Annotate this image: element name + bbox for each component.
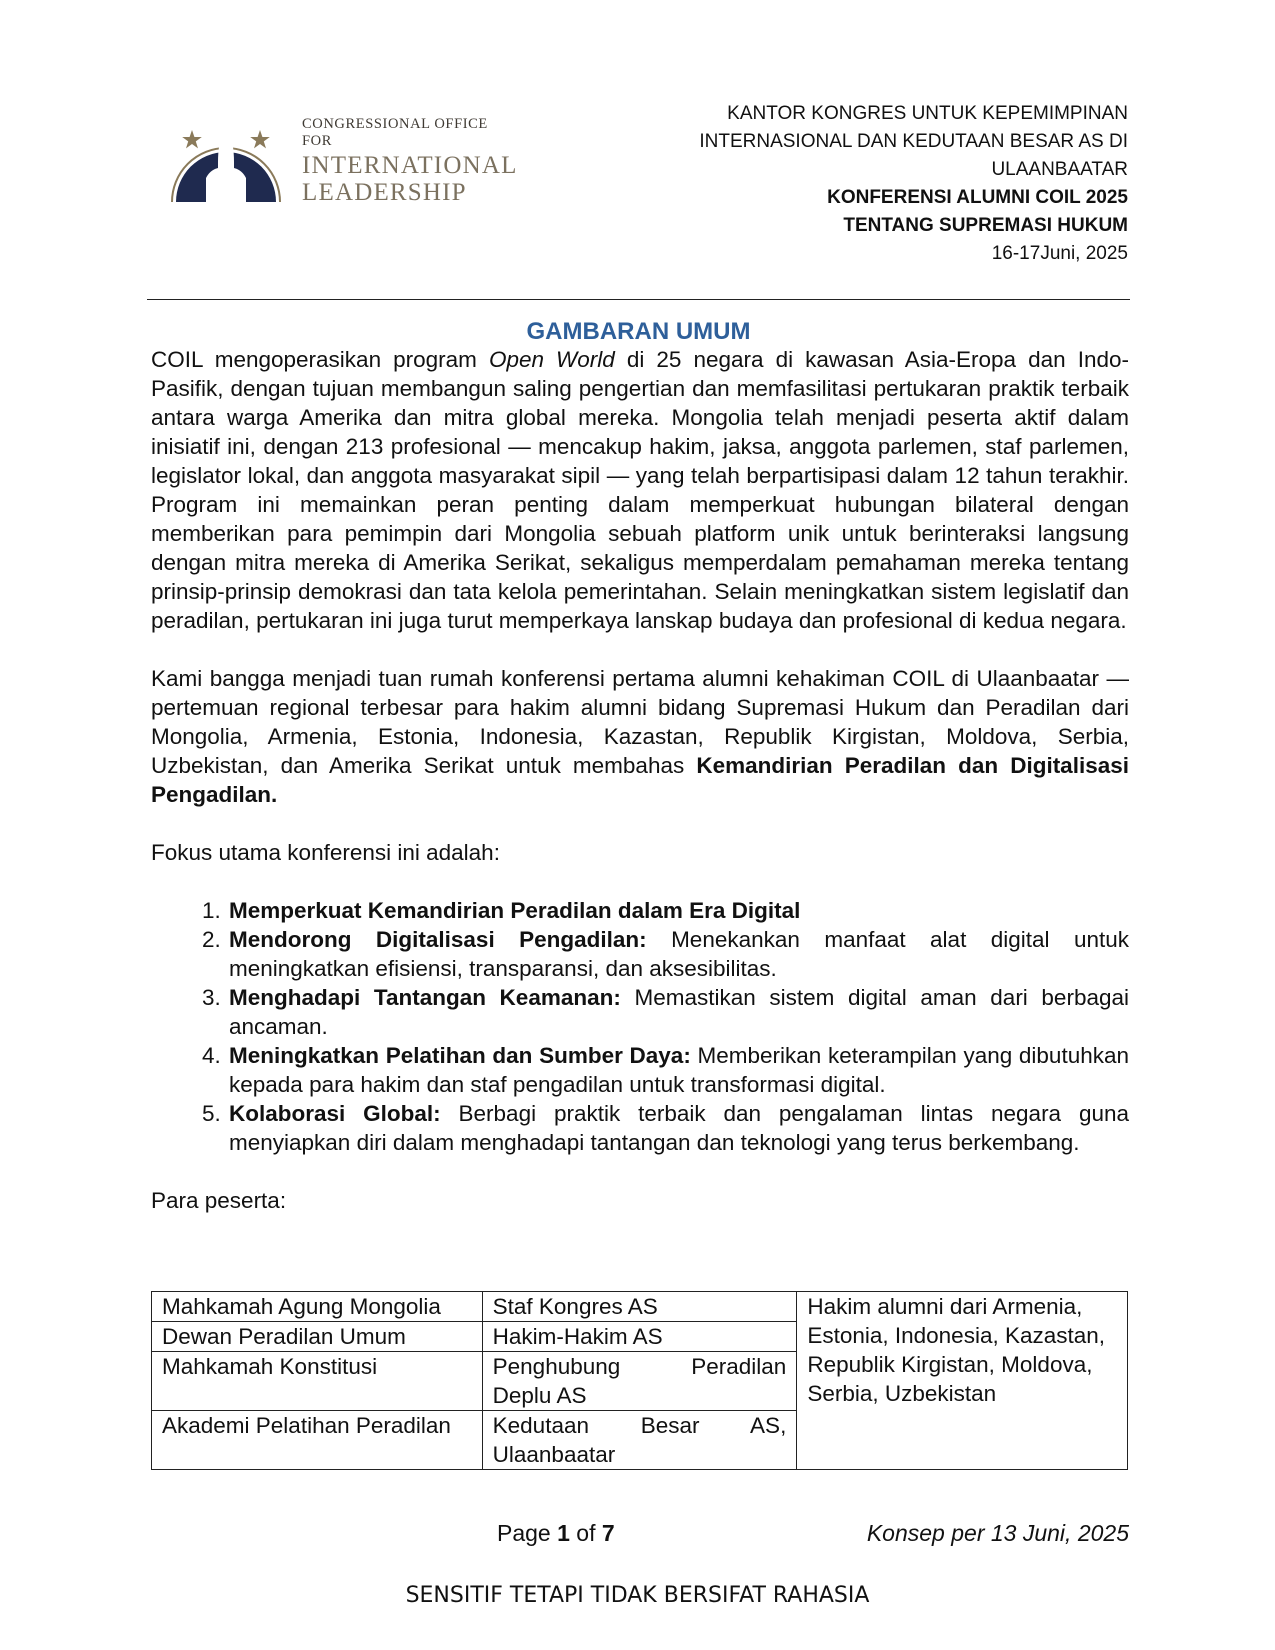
page-current: 1 (557, 1520, 570, 1546)
focus-item-title: Menghadapi Tantangan Keamanan: (229, 985, 621, 1010)
focus-item (227, 983, 1129, 1041)
table-cell: Akademi Pelatihan Peradilan (152, 1411, 483, 1470)
section-title: GAMBARAN UMUM (526, 318, 751, 345)
focus-item (227, 896, 1129, 925)
table-cell: Dewan Peradilan Umum (152, 1322, 483, 1352)
focus-intro: Fokus utama konferensi ini adalah: (151, 840, 500, 865)
focus-item-title: Kolaborasi Global: (229, 1101, 441, 1126)
focus-item-title: Meningkatkan Pelatihan dan Sumber Daya: (229, 1043, 691, 1068)
page-prefix: Page (497, 1520, 558, 1546)
focus-item (227, 1099, 1129, 1157)
header-org-line-1: KANTOR KONGRES UNTUK KEPEMIMPINAN (727, 103, 1128, 124)
conference-title-line-1: KONFERENSI ALUMNI COIL 2025 (827, 187, 1128, 208)
paragraph-2-emphasis: Kemandirian Peradilan dan Digitalisasi Pengadilan (151, 753, 1129, 807)
paragraph-1-start: COIL mengoperasikan program (151, 347, 489, 372)
paragraph-2-text: Kami bangga menjadi tuan rumah konferensi pertama alumni kehakiman COIL di Ulaanbaatar — pertemuan regional terbesar para hakim alumni bidang Supremasi Hukum dan Peradilan dari Mongolia, Armenia, Estonia, Indonesia, Kazastan, Republik Kirgistan, Moldova, Serbia, Uzbekistan, dan Amerika Serikat untuk membahas (151, 666, 1129, 778)
table-cell: Mahkamah Agung Mongolia (152, 1292, 483, 1322)
coil-logo (170, 92, 520, 206)
paragraph-1-rest: di 25 negara di kawasan Asia-Eropa dan Indo-Pasifik, dengan tujuan membangun saling pengertian dan memfasilitasi pertukaran praktik terbaik antara warga Amerika dan mitra global mereka. Mongolia telah menjadi peserta aktif dalam inisiatif ini, dengan 213 profesional — mencakup hakim, jaksa, anggota parlemen, staf parlemen, legislator lokal, dan anggota masyarakat sipil — yang telah berpartisipasi dalam 12 tahun terakhir. Program ini memainkan peran penting dalam memperkuat hubungan bilateral dengan memberikan para pemimpin dari Mongolia sebuah platform unik untuk berinteraksi langsung dengan mitra mereka di Amerika Serikat, sekaligus memperdalam pemahaman mereka tentang prinsip-prinsip demokrasi dan tata kelola pemerintahan. Selain meningkatkan sistem legislatif dan peradilan, pertukaran ini juga turut memperkaya lanskap budaya dan profesional di kedua negara. (151, 347, 1129, 633)
table-cell-alumni: Hakim alumni dari Armenia, Estonia, Indonesia, Kazastan, Republik Kirgistan, Moldova, Serbia, Uzbekistan (797, 1292, 1128, 1470)
focus-item-text: Memberikan keterampilan yang dibutuhkan kepada para hakim dan staf pengadilan untuk transformasi digital. (229, 1043, 1129, 1097)
focus-list (151, 896, 1129, 1157)
logo-line-1: CONGRESSIONAL OFFICE FOR (302, 116, 488, 149)
table-cell: Kedutaan Besar AS, Ulaanbaatar (482, 1411, 797, 1470)
page-number (497, 1519, 615, 1547)
classification-marking: SENSITIF TETAPI TIDAK BERSIFAT RAHASIA (405, 1583, 870, 1608)
participants-label: Para peserta: (151, 1188, 287, 1213)
focus-item-text: Berbagi praktik terbaik dan pengalaman lintas negara guna menyiapkan diri dalam menghadapi tantangan dan teknologi yang terus berkembang. (229, 1101, 1129, 1155)
table-cell: Staf Kongres AS (482, 1292, 797, 1322)
open-world-program-name: Open World (488, 347, 615, 372)
logo-wordmark (302, 116, 520, 206)
paragraph-2-end: . (271, 782, 278, 807)
focus-item-text: Menekankan manfaat alat digital untuk meningkatkan efisiensi, transparansi, dan aksesibilitas. (229, 927, 1129, 981)
table-cell: Mahkamah Konstitusi (152, 1352, 483, 1411)
header-divider (147, 299, 1130, 300)
overview-paragraph-2 (151, 664, 1129, 809)
table-row (152, 1292, 1128, 1322)
table-cell: Hakim-Hakim AS (482, 1322, 797, 1352)
header-org-line-3: ULAANBAATAR (991, 159, 1128, 180)
table-cell: Penghubung Peradilan Deplu AS (482, 1352, 797, 1411)
logo-line-3: LEADERSHIP (302, 179, 467, 206)
participants-table (151, 1291, 1128, 1470)
focus-item (227, 1041, 1129, 1099)
overview-paragraph-1 (151, 345, 1129, 635)
conference-date: 16-17Juni, 2025 (991, 243, 1128, 264)
page-mid: of (569, 1520, 602, 1546)
draft-date: Konsep per 13 Juni, 2025 (866, 1520, 1129, 1546)
conference-title-line-2: TENTANG SUPREMASI HUKUM (843, 215, 1128, 236)
focus-item-title: Memperkuat Kemandirian Peradilan dalam Era Digital (229, 898, 801, 923)
logo-line-2: INTERNATIONAL (302, 152, 518, 179)
focus-item (227, 925, 1129, 983)
header-org-line-2: INTERNASIONAL DAN KEDUTAAN BESAR AS DI (699, 131, 1128, 152)
document-body (151, 345, 1129, 1238)
page-total: 7 (601, 1520, 615, 1546)
document-header (628, 100, 1128, 268)
focus-item-title: Mendorong Digitalisasi Pengadilan: (229, 927, 647, 952)
focus-item-text: Memastikan sistem digital aman dari berbagai ancaman. (229, 985, 1129, 1039)
capitol-dome-icon (170, 92, 282, 202)
